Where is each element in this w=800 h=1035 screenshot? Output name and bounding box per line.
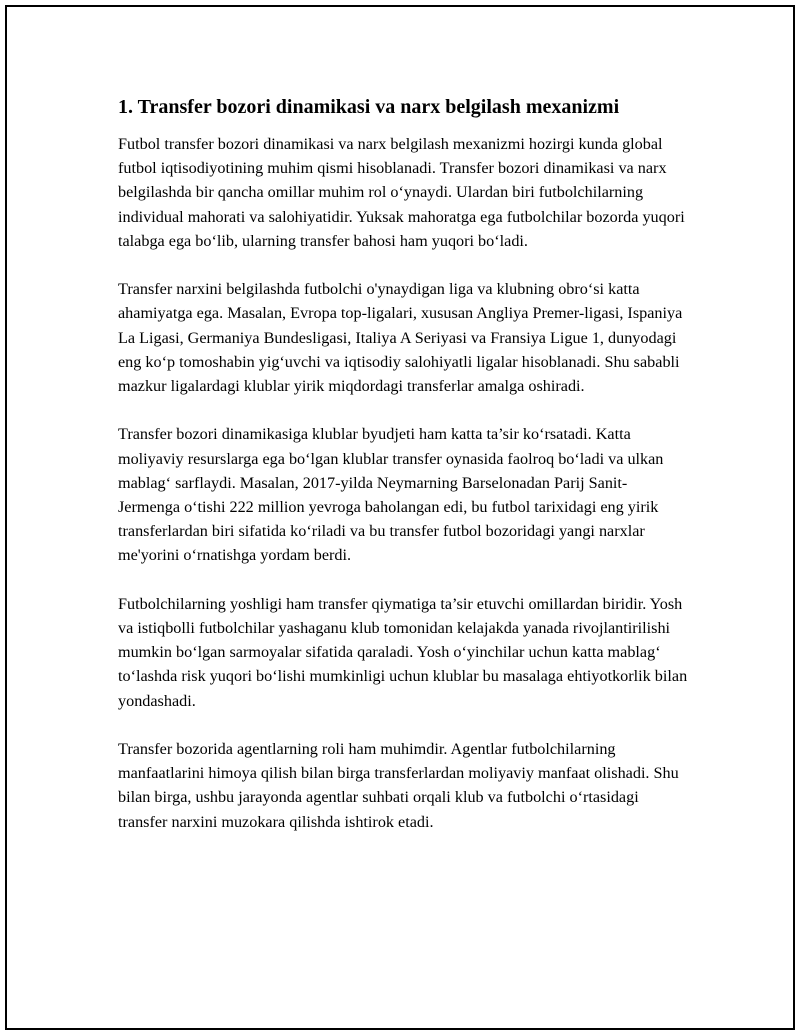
paragraph-1: Futbol transfer bozori dinamikasi va narx belgilash mexanizmi hozirgi kunda global futbol iqtisodiyotining muhim qismi hisoblanadi. Transfer bozori dinamikasi va narx belgilashda bir qancha omillar muhim rol o‘ynaydi. Ulardan biri futbolchilarning individual mahorati va salohiyatidir. Yuksak mahoratga ega futbolchilar bozorda yuqori talabga ega bo‘lib, ularning transfer bahosi ham yuqori bo‘ladi. (118, 135, 685, 250)
section-heading: 1. Transfer bozori dinamikasi va narx belgilash mexanizmi (118, 96, 620, 118)
paragraph-4: Futbolchilarning yoshligi ham transfer qiymatiga ta’sir etuvchi omillardan biridir. Yosh va istiqbolli futbolchilar yashaganu klub tomonidan kelajakda yanada rivojlantirilishi mumkin bo‘lgan sarmoyalar sifatida qaraladi. Yosh o‘yinchilar uchun katta mablag‘ to‘lashda risk yuqori bo‘lishi mumkinligi uchun klublar bu masalaga ehtiyotkorlik bilan yondashadi. (118, 594, 688, 710)
paragraph-3: Transfer bozori dinamikasiga klublar byudjeti ham katta ta’sir ko‘rsatadi. Katta moliyaviy resurslarga ega bo‘lgan klublar transfer oynasida faolroq bo‘ladi va ulkan mablag‘ sarflaydi. Masalan, 2017-yilda Neymarning Barselonadan Parij Sanit-Jermenga o‘tishi 222 million yevroga baholangan edi, bu futbol tarixidagi eng yirik transferlardan biri sifatida ko‘riladi va bu transfer futbol bozoridagi yangi narxlar me'yorini o‘rnatishga yordam berdi. (118, 425, 664, 565)
document-body (118, 93, 688, 858)
paragraph-2: Transfer narxini belgilashda futbolchi o'ynaydigan liga va klubning obro‘si katta ahamiyatga ega. Masalan, Evropa top-ligalari, xususan Angliya Premer-ligasi, Ispaniya La Ligasi, Germaniya Bundesligasi, Italiya A Seriyasi va Fransiya Ligue 1, dunyodagi eng ko‘p tomoshabin yig‘uvchi va iqtisodiy salohiyatli ligalar hisoblanadi. Shu sababli mazkur ligalardagi klublar yirik miqdordagi transferlar amalga oshiradi. (118, 280, 683, 396)
paragraph-5: Transfer bozorida agentlarning roli ham muhimdir. Agentlar futbolchilarning manfaatlarini himoya qilish bilan birga transferlardan moliyaviy manfaat olishadi. Shu bilan birga, ushbu jarayonda agentlar suhbati orqali klub va futbolchi o‘rtasidagi transfer narxini muzokara qilishda ishtirok etadi. (118, 740, 679, 831)
